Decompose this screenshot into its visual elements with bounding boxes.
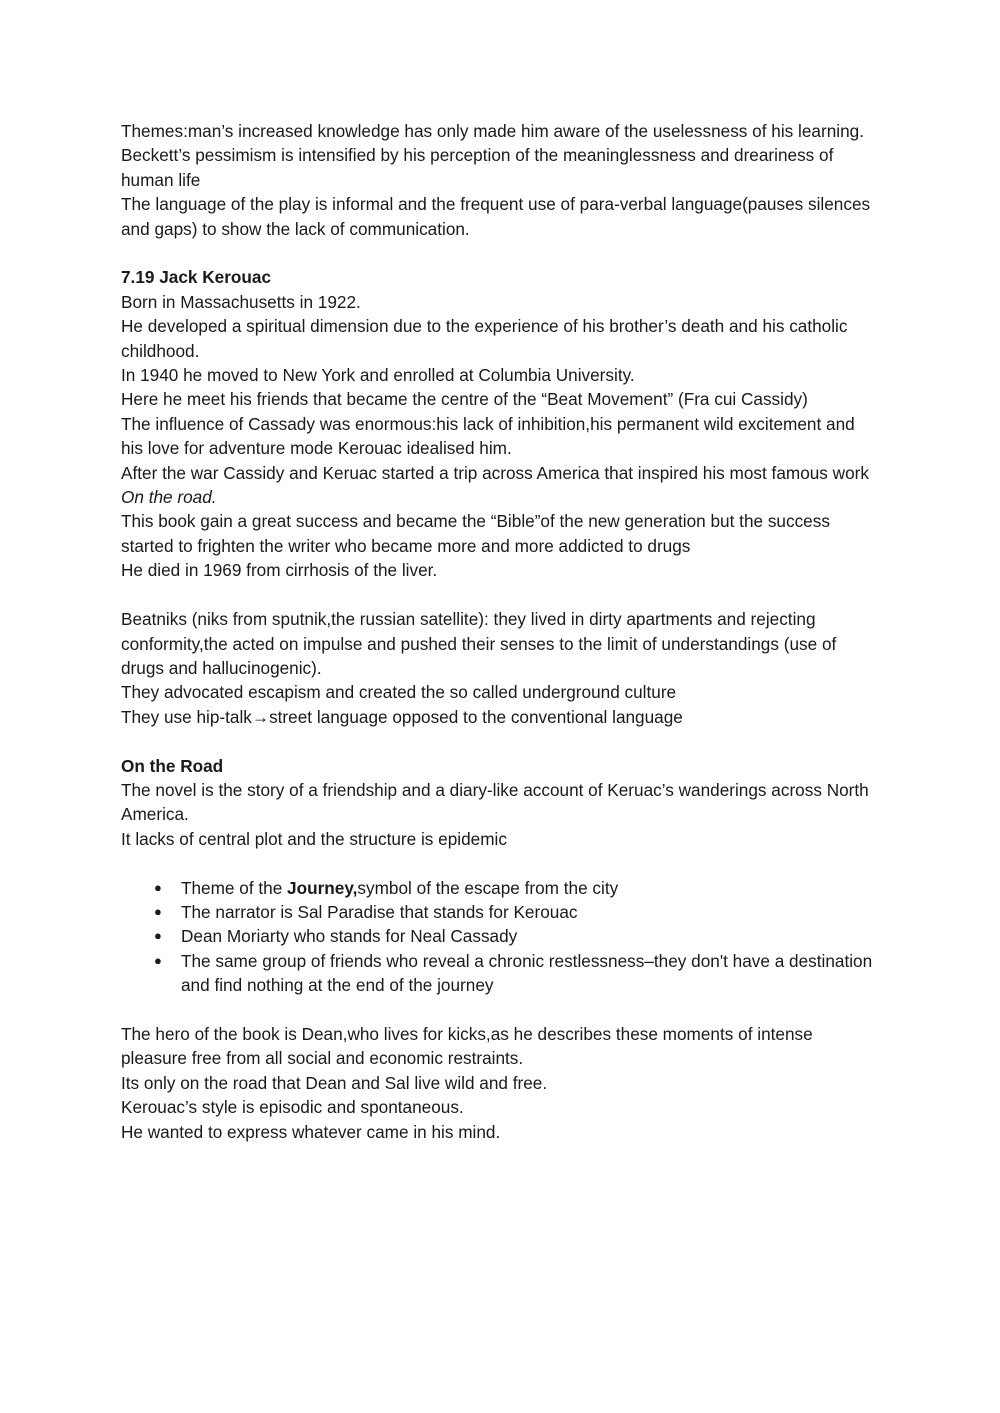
spacer	[121, 998, 881, 1022]
paragraph-escapism: They advocated escapism and created the so called underground culture	[121, 682, 677, 703]
paragraph-pessimism: Beckett’s pessimism is intensified by his perception of the meaninglessness and dreariness of human life	[121, 145, 834, 190]
list-item-text: The narrator is Sal Paradise that stands for Kerouac	[181, 901, 578, 922]
document-page	[121, 119, 881, 1144]
paragraph-success: This book gain a great success and became the “Bible”of the new generation but the success started to frighten the writer who became more and more addicted to drugs	[121, 511, 830, 556]
paragraph-express: He wanted to express whatever came in his mind.	[121, 1121, 501, 1142]
bullet-icon: ●	[154, 879, 162, 895]
paragraph-wild: Its only on the road that Dean and Sal live wild and free.	[121, 1072, 548, 1093]
list-item-text: symbol of the escape from the city	[357, 877, 619, 898]
paragraph-friends: Here he meet his friends that became the centre of the “Beat Movement” (Fra cui Cassidy)	[121, 389, 808, 410]
paragraph-themes: Themes:man’s increased knowledge has only made him aware of the uselessness of his learning.	[121, 121, 864, 141]
paragraph-hero: The hero of the book is Dean,who lives for kicks,as he describes these moments of intense pleasure free from all social and economic restraints.	[121, 1023, 813, 1069]
paragraph-beatniks: Beatniks (niks from sputnik,the russian satellite): they lived in dirty apartments and rejecting conformity,the acted on impulse and pushed their senses to the limit of understandings (use of drugs and hallucinogenic).	[121, 609, 837, 678]
paragraph-language: The language of the play is informal and the frequent use of para-verbal language(pauses silences and gaps) to show the lack of communication.	[121, 194, 871, 239]
bullet-list	[121, 876, 881, 998]
bullet-icon: ●	[154, 928, 162, 944]
bullet-icon: ●	[154, 903, 162, 919]
list-item	[121, 876, 881, 900]
list-item-text: The same group of friends who reveal a chronic restlessness–they don't have a destination and find nothing at the end of the journey	[181, 950, 873, 996]
spacer	[121, 851, 881, 875]
paragraph-cassady: The influence of Cassady was enormous:his lack of inhibition,his permanent wild excitement and his love for adventure mode Kerouac idealised him.	[121, 413, 855, 459]
book-title: On the road.	[121, 487, 217, 508]
bullet-icon: ●	[154, 952, 162, 968]
spacer	[121, 729, 881, 753]
list-item	[121, 949, 881, 998]
list-item-text: Theme of the	[181, 877, 288, 898]
paragraph-trip	[121, 461, 881, 510]
paragraph-plot: It lacks of central plot and the structure is epidemic	[121, 828, 507, 849]
spacer	[121, 241, 881, 265]
paragraph-hip-talk: They use hip-talk→street language opposed to the conventional language	[121, 706, 683, 727]
paragraph-style: Kerouac’s style is episodic and spontaneous.	[121, 1097, 464, 1118]
list-item-text: Dean Moriarty who stands for Neal Cassady	[181, 926, 518, 947]
paragraph-spiritual: He developed a spiritual dimension due to the experience of his brother’s death and his catholic childhood.	[121, 316, 848, 361]
trip-text: After the war Cassidy and Keruac started a trip across America that inspired his most famous work	[121, 462, 869, 483]
paragraph-new-york: In 1940 he moved to New York and enrolled at Columbia University.	[121, 365, 635, 386]
paragraph-novel: The novel is the story of a friendship and a diary-like account of Keruac’s wanderings across North America.	[121, 779, 869, 825]
paragraph-death: He died in 1969 from cirrhosis of the liver.	[121, 560, 438, 581]
list-item-bold: Journey,	[287, 877, 358, 898]
section-heading-kerouac: 7.19 Jack Kerouac	[121, 267, 272, 288]
list-item	[121, 900, 881, 924]
spacer	[121, 583, 881, 607]
section-heading-on-the-road: On the Road	[121, 755, 224, 776]
paragraph-born: Born in Massachusetts in 1922.	[121, 291, 361, 312]
list-item	[121, 924, 881, 948]
